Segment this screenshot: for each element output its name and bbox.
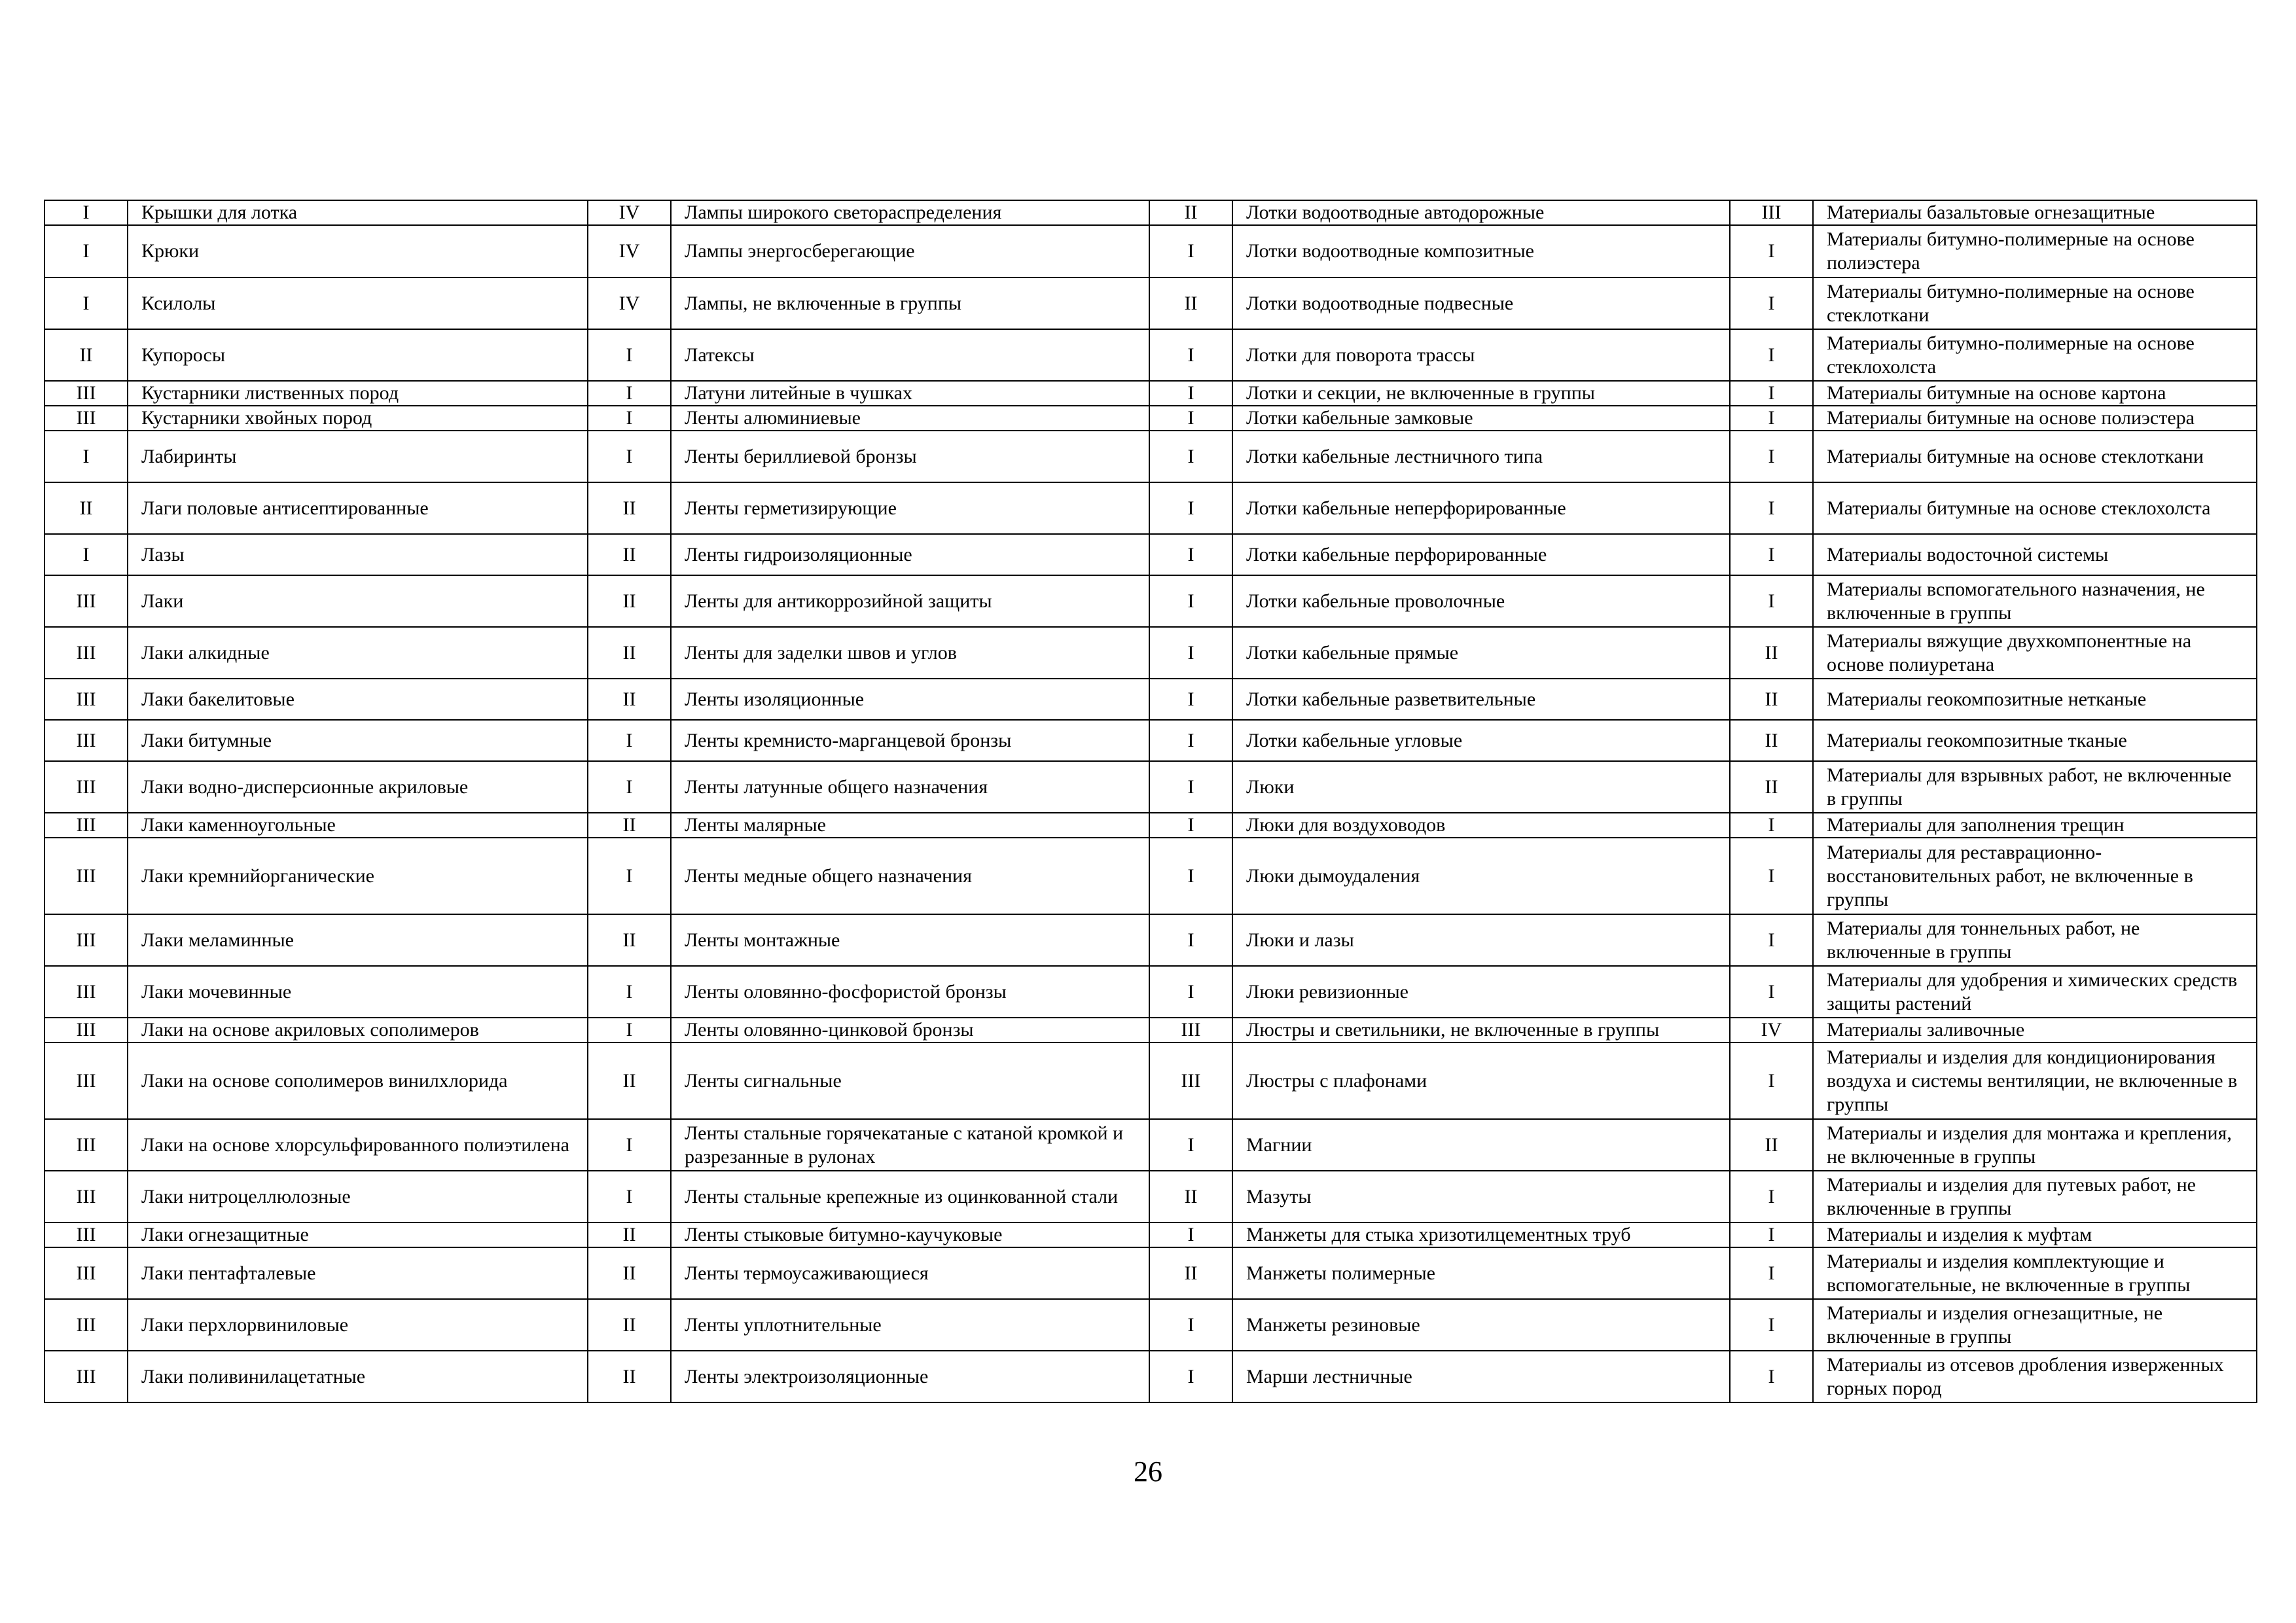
table-row bbox=[45, 761, 2257, 813]
group-cell: I bbox=[588, 838, 671, 914]
table-row bbox=[45, 966, 2257, 1018]
group-cell: III bbox=[45, 761, 128, 813]
group-cell: I bbox=[1149, 838, 1232, 914]
material-name-cell: Материалы для заполнения трещин bbox=[1813, 813, 2257, 838]
group-cell: I bbox=[588, 1119, 671, 1171]
material-name-cell: Люки дымоудаления bbox=[1232, 838, 1730, 914]
material-name-cell: Латексы bbox=[671, 329, 1149, 381]
material-name-cell: Лаки огнезащитные bbox=[128, 1222, 588, 1247]
table-row bbox=[45, 534, 2257, 575]
group-cell: I bbox=[1730, 914, 1813, 966]
material-name-cell: Материалы и изделия для путевых работ, не включенные в группы bbox=[1813, 1171, 2257, 1222]
table-row bbox=[45, 1222, 2257, 1247]
material-name-cell: Лаки мочевинные bbox=[128, 966, 588, 1018]
material-name-cell: Материалы геокомпозитные тканые bbox=[1813, 720, 2257, 761]
table-row bbox=[45, 1299, 2257, 1351]
group-cell: I bbox=[45, 225, 128, 277]
group-cell: I bbox=[45, 277, 128, 329]
table-row bbox=[45, 1018, 2257, 1043]
group-cell: I bbox=[1730, 1247, 1813, 1299]
group-cell: I bbox=[588, 1018, 671, 1043]
material-name-cell: Материалы битумные на основе полиэстера bbox=[1813, 406, 2257, 431]
material-name-cell: Ленты алюминиевые bbox=[671, 406, 1149, 431]
material-name-cell: Материалы вспомогательного назначения, не включенные в группы bbox=[1813, 575, 2257, 627]
material-name-cell: Манжеты полимерные bbox=[1232, 1247, 1730, 1299]
material-name-cell: Ленты медные общего назначения bbox=[671, 838, 1149, 914]
group-cell: II bbox=[1730, 679, 1813, 720]
material-name-cell: Магнии bbox=[1232, 1119, 1730, 1171]
group-cell: II bbox=[45, 482, 128, 534]
group-cell: II bbox=[1730, 627, 1813, 679]
material-name-cell: Лотки водоотводные автодорожные bbox=[1232, 200, 1730, 225]
group-cell: I bbox=[45, 534, 128, 575]
group-cell: III bbox=[45, 1119, 128, 1171]
group-cell: I bbox=[1730, 1043, 1813, 1119]
material-name-cell: Лотки кабельные проволочные bbox=[1232, 575, 1730, 627]
table-row bbox=[45, 406, 2257, 431]
material-name-cell: Ленты электроизоляционные bbox=[671, 1351, 1149, 1402]
group-cell: IV bbox=[588, 225, 671, 277]
material-name-cell: Лампы широкого светораспределения bbox=[671, 200, 1149, 225]
group-cell: III bbox=[45, 381, 128, 406]
material-name-cell: Лотки кабельные угловые bbox=[1232, 720, 1730, 761]
material-name-cell: Лазы bbox=[128, 534, 588, 575]
group-cell: III bbox=[45, 406, 128, 431]
material-name-cell: Материалы битумно-полимерные на основе полиэстера bbox=[1813, 225, 2257, 277]
group-cell: III bbox=[45, 914, 128, 966]
group-cell: I bbox=[1149, 534, 1232, 575]
material-name-cell: Ленты бериллиевой бронзы bbox=[671, 431, 1149, 482]
group-cell: III bbox=[45, 679, 128, 720]
material-name-cell: Лаки каменноугольные bbox=[128, 813, 588, 838]
material-name-cell: Лотки водоотводные подвесные bbox=[1232, 277, 1730, 329]
material-name-cell: Крышки для лотка bbox=[128, 200, 588, 225]
material-name-cell: Материалы и изделия к муфтам bbox=[1813, 1222, 2257, 1247]
group-cell: I bbox=[1730, 575, 1813, 627]
materials-table-body bbox=[45, 200, 2257, 1402]
group-cell: II bbox=[588, 914, 671, 966]
material-name-cell: Ленты сигнальные bbox=[671, 1043, 1149, 1119]
group-cell: I bbox=[1149, 1299, 1232, 1351]
group-cell: III bbox=[45, 575, 128, 627]
material-name-cell: Лаки пентафталевые bbox=[128, 1247, 588, 1299]
group-cell: I bbox=[1149, 761, 1232, 813]
table-row bbox=[45, 1119, 2257, 1171]
group-cell: I bbox=[1730, 1299, 1813, 1351]
group-cell: II bbox=[588, 813, 671, 838]
group-cell: I bbox=[588, 720, 671, 761]
material-name-cell: Манжеты резиновые bbox=[1232, 1299, 1730, 1351]
material-name-cell: Материалы битумные на основе стеклоткани bbox=[1813, 431, 2257, 482]
table-row bbox=[45, 277, 2257, 329]
material-name-cell: Люки bbox=[1232, 761, 1730, 813]
material-name-cell: Ленты для антикоррозийной защиты bbox=[671, 575, 1149, 627]
group-cell: I bbox=[1149, 406, 1232, 431]
material-name-cell: Латуни литейные в чушках bbox=[671, 381, 1149, 406]
group-cell: III bbox=[45, 1351, 128, 1402]
material-name-cell: Лотки кабельные замковые bbox=[1232, 406, 1730, 431]
group-cell: I bbox=[588, 1171, 671, 1222]
group-cell: II bbox=[588, 482, 671, 534]
material-name-cell: Ленты термоусаживающиеся bbox=[671, 1247, 1149, 1299]
table-row bbox=[45, 679, 2257, 720]
group-cell: II bbox=[1730, 761, 1813, 813]
material-name-cell: Лотки кабельные перфорированные bbox=[1232, 534, 1730, 575]
material-name-cell: Ленты латунные общего назначения bbox=[671, 761, 1149, 813]
group-cell: II bbox=[1149, 200, 1232, 225]
table-row bbox=[45, 381, 2257, 406]
group-cell: II bbox=[588, 1247, 671, 1299]
material-name-cell: Материалы и изделия огнезащитные, не включенные в группы bbox=[1813, 1299, 2257, 1351]
group-cell: I bbox=[1149, 482, 1232, 534]
group-cell: II bbox=[1149, 1171, 1232, 1222]
material-name-cell: Лаки кремнийорганические bbox=[128, 838, 588, 914]
table-row bbox=[45, 329, 2257, 381]
group-cell: I bbox=[1149, 329, 1232, 381]
material-name-cell: Мазуты bbox=[1232, 1171, 1730, 1222]
material-name-cell: Материалы геокомпозитные нетканые bbox=[1813, 679, 2257, 720]
material-name-cell: Лотки для поворота трассы bbox=[1232, 329, 1730, 381]
material-name-cell: Материалы заливочные bbox=[1813, 1018, 2257, 1043]
material-name-cell: Лаки нитроцеллюлозные bbox=[128, 1171, 588, 1222]
group-cell: II bbox=[1149, 1247, 1232, 1299]
material-name-cell: Кустарники лиственных пород bbox=[128, 381, 588, 406]
material-name-cell: Материалы битумные на основе картона bbox=[1813, 381, 2257, 406]
material-name-cell: Лампы, не включенные в группы bbox=[671, 277, 1149, 329]
material-name-cell: Материалы и изделия комплектующие и вспомогательные, не включенные в группы bbox=[1813, 1247, 2257, 1299]
material-name-cell: Ксилолы bbox=[128, 277, 588, 329]
table-row bbox=[45, 431, 2257, 482]
material-name-cell: Ленты оловянно-фосфористой бронзы bbox=[671, 966, 1149, 1018]
group-cell: I bbox=[1149, 381, 1232, 406]
group-cell: III bbox=[1730, 200, 1813, 225]
group-cell: III bbox=[45, 966, 128, 1018]
table-row bbox=[45, 813, 2257, 838]
group-cell: IV bbox=[588, 200, 671, 225]
material-name-cell: Лаки bbox=[128, 575, 588, 627]
group-cell: I bbox=[1730, 838, 1813, 914]
group-cell: I bbox=[588, 761, 671, 813]
table-row bbox=[45, 720, 2257, 761]
group-cell: I bbox=[1730, 225, 1813, 277]
group-cell: I bbox=[1149, 966, 1232, 1018]
table-row bbox=[45, 482, 2257, 534]
group-cell: III bbox=[45, 720, 128, 761]
table-row bbox=[45, 1351, 2257, 1402]
group-cell: III bbox=[45, 1018, 128, 1043]
material-name-cell: Ленты оловянно-цинковой бронзы bbox=[671, 1018, 1149, 1043]
table-row bbox=[45, 225, 2257, 277]
group-cell: I bbox=[1730, 277, 1813, 329]
group-cell: II bbox=[588, 1299, 671, 1351]
group-cell: I bbox=[1730, 406, 1813, 431]
group-cell: I bbox=[1149, 1222, 1232, 1247]
page-number: 26 bbox=[1134, 1455, 1162, 1488]
material-name-cell: Люки для воздуховодов bbox=[1232, 813, 1730, 838]
material-name-cell: Марши лестничные bbox=[1232, 1351, 1730, 1402]
material-name-cell: Материалы и изделия для кондиционирования воздуха и системы вентиляции, не включенные в группы bbox=[1813, 1043, 2257, 1119]
group-cell: I bbox=[1730, 813, 1813, 838]
group-cell: I bbox=[1730, 534, 1813, 575]
table-row bbox=[45, 627, 2257, 679]
table-row bbox=[45, 914, 2257, 966]
group-cell: I bbox=[45, 431, 128, 482]
materials-table bbox=[44, 200, 2257, 1403]
material-name-cell: Лаки на основе сополимеров винилхлорида bbox=[128, 1043, 588, 1119]
material-name-cell: Ленты изоляционные bbox=[671, 679, 1149, 720]
group-cell: IV bbox=[1730, 1018, 1813, 1043]
group-cell: I bbox=[588, 329, 671, 381]
group-cell: I bbox=[1149, 575, 1232, 627]
group-cell: III bbox=[45, 627, 128, 679]
group-cell: II bbox=[588, 1043, 671, 1119]
group-cell: I bbox=[1149, 813, 1232, 838]
material-name-cell: Ленты уплотнительные bbox=[671, 1299, 1149, 1351]
material-name-cell: Лаги половые антисептированные bbox=[128, 482, 588, 534]
material-name-cell: Ленты гидроизоляционные bbox=[671, 534, 1149, 575]
material-name-cell: Люстры и светильники, не включенные в группы bbox=[1232, 1018, 1730, 1043]
material-name-cell: Ленты для заделки швов и углов bbox=[671, 627, 1149, 679]
material-name-cell: Лаки алкидные bbox=[128, 627, 588, 679]
material-name-cell: Материалы битумно-полимерные на основе стеклоткани bbox=[1813, 277, 2257, 329]
material-name-cell: Лампы энергосберегающие bbox=[671, 225, 1149, 277]
group-cell: I bbox=[1149, 1119, 1232, 1171]
group-cell: III bbox=[45, 1222, 128, 1247]
group-cell: I bbox=[1730, 1171, 1813, 1222]
group-cell: II bbox=[1149, 277, 1232, 329]
table-row bbox=[45, 575, 2257, 627]
group-cell: I bbox=[588, 406, 671, 431]
group-cell: I bbox=[1730, 482, 1813, 534]
material-name-cell: Ленты малярные bbox=[671, 813, 1149, 838]
group-cell: II bbox=[1730, 720, 1813, 761]
table-row bbox=[45, 838, 2257, 914]
table-row bbox=[45, 1247, 2257, 1299]
group-cell: II bbox=[588, 1351, 671, 1402]
material-name-cell: Материалы вяжущие двухкомпонентные на основе полиуретана bbox=[1813, 627, 2257, 679]
group-cell: II bbox=[588, 1222, 671, 1247]
group-cell: I bbox=[588, 381, 671, 406]
table-row bbox=[45, 200, 2257, 225]
material-name-cell: Материалы для взрывных работ, не включенные в группы bbox=[1813, 761, 2257, 813]
group-cell: III bbox=[45, 1299, 128, 1351]
material-name-cell: Лаки поливинилацетатные bbox=[128, 1351, 588, 1402]
group-cell: I bbox=[1149, 679, 1232, 720]
material-name-cell: Лотки и секции, не включенные в группы bbox=[1232, 381, 1730, 406]
material-name-cell: Ленты стальные крепежные из оцинкованной стали bbox=[671, 1171, 1149, 1222]
group-cell: III bbox=[1149, 1043, 1232, 1119]
group-cell: I bbox=[45, 200, 128, 225]
material-name-cell: Лотки кабельные прямые bbox=[1232, 627, 1730, 679]
material-name-cell: Лаки на основе хлорсульфированного полиэтилена bbox=[128, 1119, 588, 1171]
material-name-cell: Лотки водоотводные композитные bbox=[1232, 225, 1730, 277]
material-name-cell: Лаки битумные bbox=[128, 720, 588, 761]
material-name-cell: Материалы для удобрения и химических средств защиты растений bbox=[1813, 966, 2257, 1018]
group-cell: I bbox=[1730, 1351, 1813, 1402]
material-name-cell: Люки и лазы bbox=[1232, 914, 1730, 966]
material-name-cell: Ленты монтажные bbox=[671, 914, 1149, 966]
group-cell: III bbox=[45, 838, 128, 914]
group-cell: II bbox=[588, 575, 671, 627]
group-cell: I bbox=[1149, 720, 1232, 761]
group-cell: I bbox=[1149, 431, 1232, 482]
material-name-cell: Лаки на основе акриловых сополимеров bbox=[128, 1018, 588, 1043]
group-cell: II bbox=[588, 679, 671, 720]
table-row bbox=[45, 1043, 2257, 1119]
group-cell: I bbox=[1149, 1351, 1232, 1402]
material-name-cell: Материалы для тоннельных работ, не включенные в группы bbox=[1813, 914, 2257, 966]
group-cell: I bbox=[1730, 966, 1813, 1018]
group-cell: I bbox=[588, 431, 671, 482]
table-row bbox=[45, 1171, 2257, 1222]
group-cell: II bbox=[588, 627, 671, 679]
material-name-cell: Материалы битумно-полимерные на основе стеклохолста bbox=[1813, 329, 2257, 381]
material-name-cell: Материалы для реставрационно-восстановительных работ, не включенные в группы bbox=[1813, 838, 2257, 914]
group-cell: III bbox=[45, 1247, 128, 1299]
material-name-cell: Ленты кремнисто-марганцевой бронзы bbox=[671, 720, 1149, 761]
group-cell: III bbox=[45, 1043, 128, 1119]
material-name-cell: Ленты стыковые битумно-каучуковые bbox=[671, 1222, 1149, 1247]
material-name-cell: Ленты герметизирующие bbox=[671, 482, 1149, 534]
material-name-cell: Лаки меламинные bbox=[128, 914, 588, 966]
group-cell: I bbox=[588, 966, 671, 1018]
group-cell: III bbox=[45, 813, 128, 838]
material-name-cell: Люки ревизионные bbox=[1232, 966, 1730, 1018]
material-name-cell: Лотки кабельные неперфорированные bbox=[1232, 482, 1730, 534]
group-cell: I bbox=[1730, 431, 1813, 482]
material-name-cell: Купоросы bbox=[128, 329, 588, 381]
material-name-cell: Лаки перхлорвиниловые bbox=[128, 1299, 588, 1351]
material-name-cell: Материалы битумные на основе стеклохолста bbox=[1813, 482, 2257, 534]
group-cell: I bbox=[1730, 1222, 1813, 1247]
material-name-cell: Материалы базальтовые огнезащитные bbox=[1813, 200, 2257, 225]
material-name-cell: Лотки кабельные лестничного типа bbox=[1232, 431, 1730, 482]
material-name-cell: Ленты стальные горячекатаные с катаной кромкой и разрезанные в рулонах bbox=[671, 1119, 1149, 1171]
group-cell: III bbox=[1149, 1018, 1232, 1043]
group-cell: IV bbox=[588, 277, 671, 329]
group-cell: I bbox=[1149, 225, 1232, 277]
material-name-cell: Материалы из отсевов дробления изверженных горных пород bbox=[1813, 1351, 2257, 1402]
group-cell: II bbox=[588, 534, 671, 575]
material-name-cell: Лабиринты bbox=[128, 431, 588, 482]
group-cell: I bbox=[1149, 627, 1232, 679]
group-cell: I bbox=[1730, 381, 1813, 406]
material-name-cell: Лаки бакелитовые bbox=[128, 679, 588, 720]
group-cell: II bbox=[1730, 1119, 1813, 1171]
group-cell: III bbox=[45, 1171, 128, 1222]
group-cell: I bbox=[1149, 914, 1232, 966]
group-cell: II bbox=[45, 329, 128, 381]
material-name-cell: Манжеты для стыка хризотилцементных труб bbox=[1232, 1222, 1730, 1247]
group-cell: I bbox=[1730, 329, 1813, 381]
material-name-cell: Кустарники хвойных пород bbox=[128, 406, 588, 431]
material-name-cell: Лотки кабельные разветвительные bbox=[1232, 679, 1730, 720]
material-name-cell: Материалы и изделия для монтажа и крепления, не включенные в группы bbox=[1813, 1119, 2257, 1171]
material-name-cell: Крюки bbox=[128, 225, 588, 277]
material-name-cell: Лаки водно-дисперсионные акриловые bbox=[128, 761, 588, 813]
material-name-cell: Люстры с плафонами bbox=[1232, 1043, 1730, 1119]
material-name-cell: Материалы водосточной системы bbox=[1813, 534, 2257, 575]
